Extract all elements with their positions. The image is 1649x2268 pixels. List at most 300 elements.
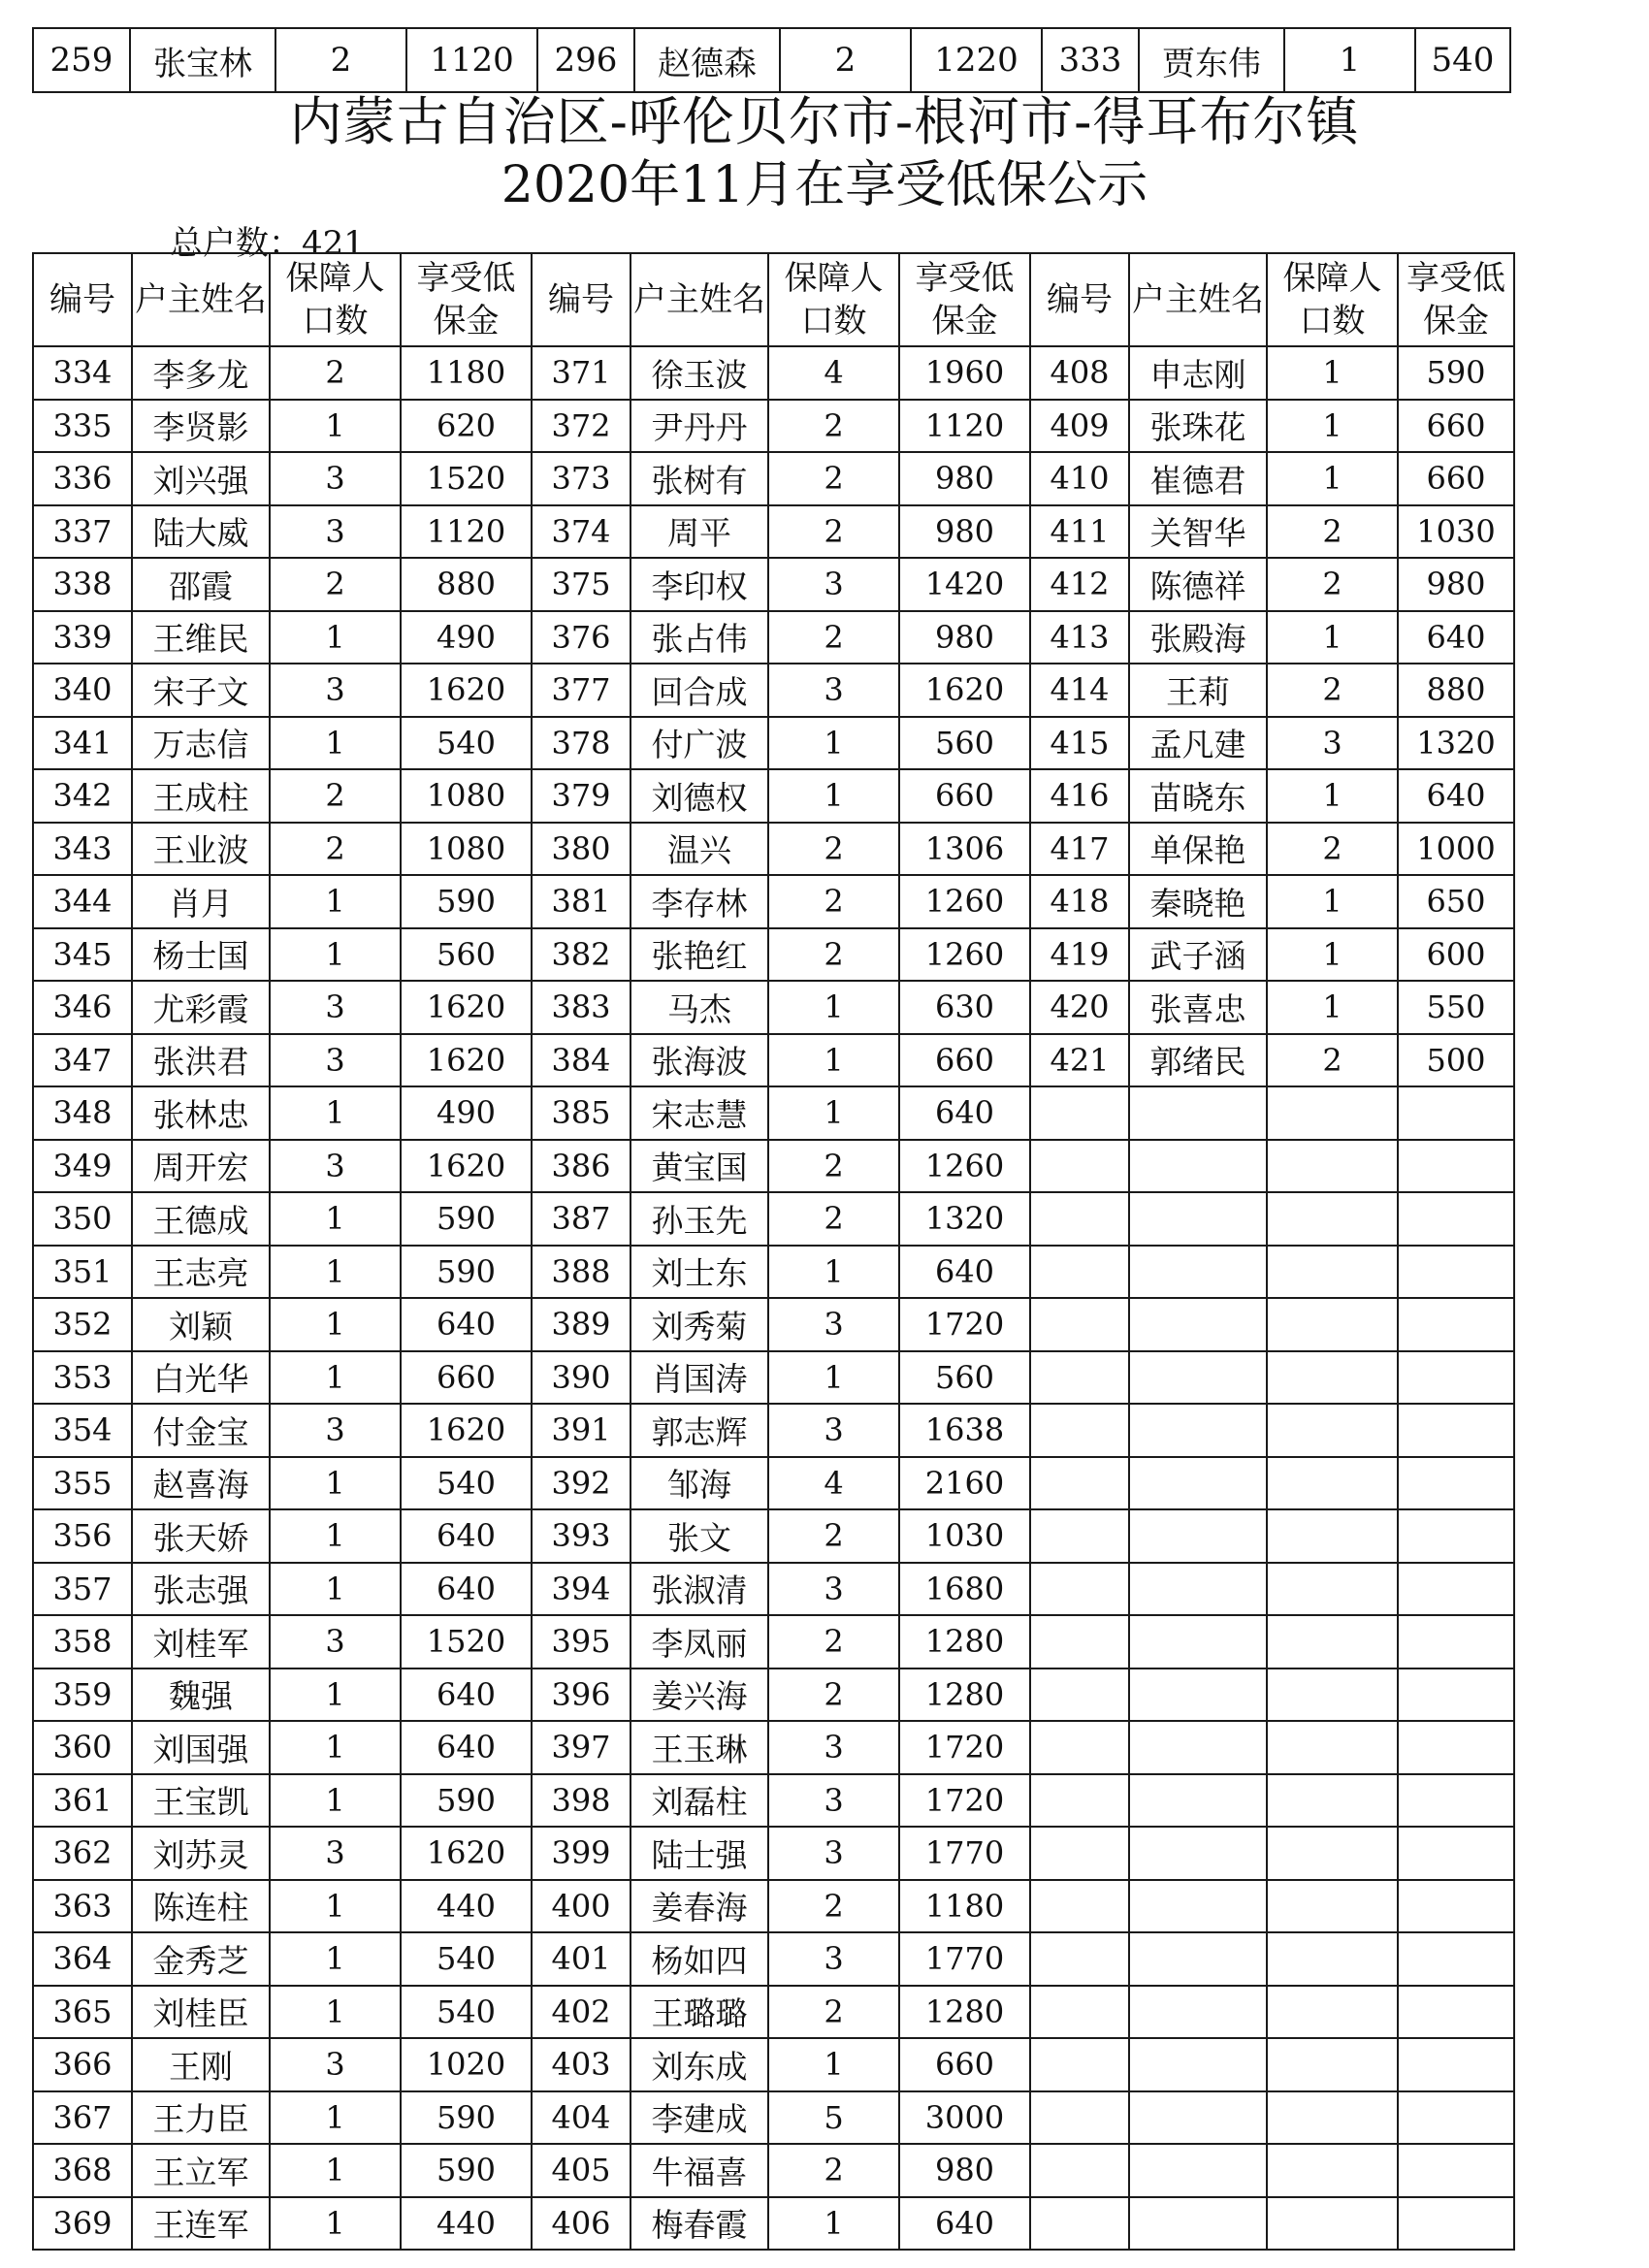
cell-id: 417 [1030, 823, 1129, 876]
cell-name: 李印权 [630, 558, 768, 611]
cell-count: 2 [768, 928, 899, 982]
table-row [33, 664, 1514, 717]
cell-amount [1398, 1404, 1514, 1457]
cell-count: 1 [1267, 452, 1398, 505]
cell-count: 1 [768, 981, 899, 1034]
cell-amount [1398, 2038, 1514, 2091]
cell-amount: 560 [401, 928, 532, 982]
cell-name: 张文 [630, 1509, 768, 1563]
cell-id: 420 [1030, 981, 1129, 1034]
cell-id: 371 [532, 346, 630, 400]
cell-count: 1 [768, 1034, 899, 1087]
cell-id: 393 [532, 1509, 630, 1563]
cell-id [1030, 1457, 1129, 1510]
cell-id: 376 [532, 611, 630, 664]
cell-name: 王玉琳 [630, 1721, 768, 1774]
cell-name: 王成柱 [132, 769, 270, 823]
cell-amount [1398, 1298, 1514, 1351]
cell-name: 郭志辉 [630, 1404, 768, 1457]
cell-name: 刘秀菊 [630, 1298, 768, 1351]
cell-id: 380 [532, 823, 630, 876]
cell-name: 刘兴强 [132, 452, 270, 505]
cell-amount [1398, 1192, 1514, 1246]
cell-name: 刘苏灵 [132, 1827, 270, 1880]
table-row [33, 505, 1514, 559]
cell-count: 1 [270, 2144, 401, 2197]
cell-count: 2 [768, 505, 899, 559]
cell-name: 李多龙 [132, 346, 270, 400]
cell-count: 1 [270, 1298, 401, 1351]
cell-id: 340 [33, 664, 132, 717]
cell-count [1267, 1351, 1398, 1405]
cell-id [1030, 1615, 1129, 1669]
cell-count: 1 [270, 1351, 401, 1405]
cell-count [1267, 1774, 1398, 1828]
prev-cell-count: 2 [275, 28, 406, 92]
cell-id: 394 [532, 1563, 630, 1616]
cell-id: 404 [532, 2091, 630, 2145]
cell-amount: 1620 [401, 664, 532, 717]
cell-count [1267, 1986, 1398, 2039]
cell-id: 375 [532, 558, 630, 611]
cell-id: 355 [33, 1457, 132, 1510]
table-row [33, 717, 1514, 770]
table-row [33, 1192, 1514, 1246]
table-row [33, 1563, 1514, 1616]
cell-count: 1 [1267, 611, 1398, 664]
cell-count: 1 [768, 1246, 899, 1299]
cell-count: 3 [270, 1404, 401, 1457]
cell-name: 张淑清 [630, 1563, 768, 1616]
cell-name: 王德成 [132, 1192, 270, 1246]
cell-amount: 1680 [899, 1563, 1030, 1616]
cell-count: 1 [270, 1509, 401, 1563]
cell-id [1030, 1246, 1129, 1299]
cell-count: 1 [768, 1086, 899, 1140]
cell-count: 3 [768, 1932, 899, 1986]
cell-amount: 660 [401, 1351, 532, 1405]
table-row [33, 2197, 1514, 2251]
cell-name: 陆大威 [132, 505, 270, 559]
cell-amount: 660 [1398, 400, 1514, 453]
cell-name: 张珠花 [1129, 400, 1267, 453]
cell-name: 刘德权 [630, 769, 768, 823]
cell-count [1267, 1192, 1398, 1246]
cell-count: 3 [270, 1827, 401, 1880]
cell-count: 3 [270, 505, 401, 559]
cell-amount: 660 [899, 1034, 1030, 1087]
cell-count [1267, 1404, 1398, 1457]
cell-name: 王志亮 [132, 1246, 270, 1299]
cell-name [1129, 1298, 1267, 1351]
cell-amount: 1020 [401, 2038, 532, 2091]
table-row [33, 1932, 1514, 1986]
cell-count: 2 [1267, 558, 1398, 611]
cell-count [1267, 1827, 1398, 1880]
cell-name: 宋志慧 [630, 1086, 768, 1140]
title-line-2: 2020年11月在享受低保公示 [501, 156, 1148, 214]
cell-name: 付金宝 [132, 1404, 270, 1457]
cell-amount: 1080 [401, 769, 532, 823]
prev-cell-name: 张宝林 [130, 28, 275, 92]
cell-id [1030, 1721, 1129, 1774]
cell-name: 马杰 [630, 981, 768, 1034]
cell-id: 395 [532, 1615, 630, 1669]
cell-amount [1398, 1563, 1514, 1616]
cell-count: 1 [270, 2197, 401, 2251]
cell-id: 360 [33, 1721, 132, 1774]
cell-id: 346 [33, 981, 132, 1034]
cell-name: 姜兴海 [630, 1669, 768, 1722]
cell-amount: 540 [401, 1457, 532, 1510]
cell-amount: 590 [401, 2091, 532, 2145]
cell-amount: 660 [1398, 452, 1514, 505]
subsidy-table [32, 252, 1515, 2251]
table-row [33, 2091, 1514, 2145]
cell-amount: 1320 [899, 1192, 1030, 1246]
cell-name: 杨如四 [630, 1932, 768, 1986]
cell-count: 3 [768, 1404, 899, 1457]
cell-id: 419 [1030, 928, 1129, 982]
cell-count [1267, 2144, 1398, 2197]
cell-name: 郭绪民 [1129, 1034, 1267, 1087]
cell-amount [1398, 2091, 1514, 2145]
cell-id: 387 [532, 1192, 630, 1246]
cell-count: 1 [1267, 875, 1398, 928]
cell-amount: 660 [899, 2038, 1030, 2091]
prev-cell-amount: 1220 [911, 28, 1042, 92]
cell-name: 孟凡建 [1129, 717, 1267, 770]
cell-amount: 640 [899, 1246, 1030, 1299]
cell-amount: 1260 [899, 928, 1030, 982]
cell-count: 2 [768, 823, 899, 876]
cell-count: 3 [1267, 717, 1398, 770]
cell-id: 356 [33, 1509, 132, 1563]
cell-name: 张海波 [630, 1034, 768, 1087]
prev-cell-name: 贾东伟 [1139, 28, 1284, 92]
cell-name: 张殿海 [1129, 611, 1267, 664]
cell-name: 王宝凯 [132, 1774, 270, 1828]
cell-amount: 1720 [899, 1721, 1030, 1774]
cell-count [1267, 1086, 1398, 1140]
cell-name: 张志强 [132, 1563, 270, 1616]
cell-count: 1 [1267, 928, 1398, 982]
cell-name [1129, 1351, 1267, 1405]
cell-id [1030, 1669, 1129, 1722]
cell-id [1030, 2091, 1129, 2145]
cell-id: 409 [1030, 400, 1129, 453]
cell-id: 353 [33, 1351, 132, 1405]
cell-name: 陈连柱 [132, 1880, 270, 1933]
cell-name [1129, 1457, 1267, 1510]
cell-count: 1 [270, 1669, 401, 1722]
table-row [33, 1086, 1514, 1140]
cell-id: 410 [1030, 452, 1129, 505]
cell-count: 3 [768, 664, 899, 717]
cell-id [1030, 1140, 1129, 1193]
table-row [33, 928, 1514, 982]
cell-id: 416 [1030, 769, 1129, 823]
header-count: 保障人口数 [270, 253, 401, 346]
cell-id: 345 [33, 928, 132, 982]
cell-amount [1398, 1351, 1514, 1405]
prev-cell-count: 2 [780, 28, 911, 92]
cell-count: 3 [768, 558, 899, 611]
table-row [33, 346, 1514, 400]
cell-id: 379 [532, 769, 630, 823]
cell-amount [1398, 1457, 1514, 1510]
cell-count: 1 [270, 717, 401, 770]
cell-count: 3 [768, 1774, 899, 1828]
cell-name: 徐玉波 [630, 346, 768, 400]
cell-name: 刘士东 [630, 1246, 768, 1299]
cell-count: 1 [270, 1986, 401, 2039]
cell-name: 张天娇 [132, 1509, 270, 1563]
cell-count: 3 [270, 1034, 401, 1087]
cell-amount: 540 [401, 717, 532, 770]
cell-amount: 640 [401, 1509, 532, 1563]
cell-amount [1398, 2197, 1514, 2251]
cell-name: 刘磊柱 [630, 1774, 768, 1828]
table-row [33, 769, 1514, 823]
cell-name: 邵霞 [132, 558, 270, 611]
cell-amount: 590 [401, 2144, 532, 2197]
cell-amount: 440 [401, 1880, 532, 1933]
cell-count [1267, 1563, 1398, 1616]
cell-name [1129, 1880, 1267, 1933]
cell-amount: 980 [899, 505, 1030, 559]
cell-id: 411 [1030, 505, 1129, 559]
cell-count: 1 [270, 875, 401, 928]
table-row [33, 1721, 1514, 1774]
cell-id: 361 [33, 1774, 132, 1828]
table-row [33, 1880, 1514, 1933]
cell-count [1267, 1457, 1398, 1510]
cell-count: 1 [270, 400, 401, 453]
cell-name: 尤彩霞 [132, 981, 270, 1034]
cell-name: 刘国强 [132, 1721, 270, 1774]
cell-id: 364 [33, 1932, 132, 1986]
cell-amount: 540 [401, 1932, 532, 1986]
table-row [33, 2038, 1514, 2091]
cell-count: 1 [1267, 400, 1398, 453]
header-amount: 享受低保金 [401, 253, 532, 346]
cell-id: 388 [532, 1246, 630, 1299]
cell-amount: 1280 [899, 1669, 1030, 1722]
cell-count: 1 [768, 2038, 899, 2091]
cell-amount: 2160 [899, 1457, 1030, 1510]
cell-name: 梅春霞 [630, 2197, 768, 2251]
cell-amount [1398, 1669, 1514, 1722]
cell-id: 335 [33, 400, 132, 453]
cell-amount [1398, 1774, 1514, 1828]
cell-id: 373 [532, 452, 630, 505]
cell-name: 刘东成 [630, 2038, 768, 2091]
cell-amount: 1280 [899, 1986, 1030, 2039]
cell-name: 白光华 [132, 1351, 270, 1405]
cell-count: 2 [768, 611, 899, 664]
cell-id: 378 [532, 717, 630, 770]
cell-id [1030, 1192, 1129, 1246]
table-row [33, 823, 1514, 876]
cell-id: 343 [33, 823, 132, 876]
cell-count: 4 [768, 346, 899, 400]
cell-id: 342 [33, 769, 132, 823]
cell-name: 付广波 [630, 717, 768, 770]
cell-name: 邹海 [630, 1457, 768, 1510]
cell-id [1030, 1509, 1129, 1563]
cell-id: 397 [532, 1721, 630, 1774]
cell-count: 2 [768, 1986, 899, 2039]
cell-amount: 1320 [1398, 717, 1514, 770]
cell-name: 王刚 [132, 2038, 270, 2091]
cell-amount [1398, 1986, 1514, 2039]
cell-count: 1 [768, 717, 899, 770]
cell-count: 2 [768, 1880, 899, 1933]
cell-id [1030, 1351, 1129, 1405]
cell-name: 周平 [630, 505, 768, 559]
title-line-1: 内蒙古自治区-呼伦贝尔市-根河市-得耳布尔镇 [289, 91, 1360, 152]
cell-id: 401 [532, 1932, 630, 1986]
cell-count: 1 [270, 1086, 401, 1140]
prev-cell-id: 296 [537, 28, 634, 92]
cell-name: 王力臣 [132, 2091, 270, 2145]
cell-id [1030, 1932, 1129, 1986]
cell-amount: 880 [1398, 664, 1514, 717]
cell-name [1129, 1140, 1267, 1193]
cell-count [1267, 1615, 1398, 1669]
cell-amount: 640 [401, 1563, 532, 1616]
cell-amount: 1080 [401, 823, 532, 876]
cell-amount: 650 [1398, 875, 1514, 928]
cell-count: 5 [768, 2091, 899, 2145]
cell-count: 2 [768, 452, 899, 505]
cell-id [1030, 2038, 1129, 2091]
cell-count: 3 [270, 1615, 401, 1669]
cell-count [1267, 1298, 1398, 1351]
cell-count: 1 [270, 1880, 401, 1933]
table-row [33, 400, 1514, 453]
cell-name: 温兴 [630, 823, 768, 876]
cell-name: 张林忠 [132, 1086, 270, 1140]
cell-id: 368 [33, 2144, 132, 2197]
cell-count: 3 [270, 2038, 401, 2091]
cell-amount [1398, 1615, 1514, 1669]
cell-amount: 560 [899, 717, 1030, 770]
cell-name [1129, 1509, 1267, 1563]
cell-count: 3 [270, 452, 401, 505]
table-row [33, 1986, 1514, 2039]
cell-id: 386 [532, 1140, 630, 1193]
cell-amount: 1120 [401, 505, 532, 559]
cell-id: 339 [33, 611, 132, 664]
cell-name: 申志刚 [1129, 346, 1267, 400]
cell-id: 396 [532, 1669, 630, 1722]
cell-id: 362 [33, 1827, 132, 1880]
cell-amount: 600 [1398, 928, 1514, 982]
cell-name: 尹丹丹 [630, 400, 768, 453]
cell-amount: 1620 [899, 664, 1030, 717]
cell-name: 刘桂军 [132, 1615, 270, 1669]
cell-amount: 980 [899, 2144, 1030, 2197]
cell-id: 392 [532, 1457, 630, 1510]
cell-id: 372 [532, 400, 630, 453]
cell-name: 牛福喜 [630, 2144, 768, 2197]
prev-cell-id: 333 [1042, 28, 1139, 92]
cell-amount: 640 [401, 1721, 532, 1774]
cell-id [1030, 1986, 1129, 2039]
header-amount: 享受低保金 [1398, 253, 1514, 346]
cell-amount [1398, 1140, 1514, 1193]
cell-id [1030, 1563, 1129, 1616]
table-row [33, 875, 1514, 928]
header-name: 户主姓名 [132, 253, 270, 346]
header-count: 保障人口数 [768, 253, 899, 346]
cell-name [1129, 1669, 1267, 1722]
prev-cell-amount: 1120 [406, 28, 537, 92]
cell-id [1030, 1086, 1129, 1140]
header-name: 户主姓名 [1129, 253, 1267, 346]
cell-count [1267, 1880, 1398, 1933]
cell-count: 2 [768, 1669, 899, 1722]
cell-id: 385 [532, 1086, 630, 1140]
cell-name: 王璐璐 [630, 1986, 768, 2039]
cell-count: 3 [768, 1827, 899, 1880]
cell-name: 万志信 [132, 717, 270, 770]
cell-amount: 1520 [401, 1615, 532, 1669]
cell-count: 1 [768, 769, 899, 823]
cell-amount [1398, 2144, 1514, 2197]
cell-id: 402 [532, 1986, 630, 2039]
cell-count: 2 [1267, 1034, 1398, 1087]
cell-id: 350 [33, 1192, 132, 1246]
cell-name: 崔德君 [1129, 452, 1267, 505]
table-row [33, 1298, 1514, 1351]
cell-amount: 1720 [899, 1298, 1030, 1351]
cell-id: 374 [532, 505, 630, 559]
cell-amount: 620 [401, 400, 532, 453]
cell-amount: 440 [401, 2197, 532, 2251]
cell-count [1267, 1721, 1398, 1774]
cell-count: 1 [270, 2091, 401, 2145]
cell-amount: 1180 [401, 346, 532, 400]
cell-name: 杨士国 [132, 928, 270, 982]
table-row [33, 1457, 1514, 1510]
cell-count [1267, 2091, 1398, 2145]
cell-name: 魏强 [132, 1669, 270, 1722]
cell-amount: 980 [899, 611, 1030, 664]
cell-amount: 1306 [899, 823, 1030, 876]
cell-id: 341 [33, 717, 132, 770]
table-row [33, 452, 1514, 505]
cell-count: 2 [1267, 823, 1398, 876]
cell-amount: 1770 [899, 1932, 1030, 1986]
cell-count [1267, 1509, 1398, 1563]
cell-amount: 590 [401, 875, 532, 928]
cell-amount [1398, 1721, 1514, 1774]
cell-count: 2 [270, 346, 401, 400]
cell-name: 回合成 [630, 664, 768, 717]
cell-name: 王业波 [132, 823, 270, 876]
total-households: 总户数：421 [170, 224, 365, 263]
cell-id [1030, 1404, 1129, 1457]
cell-amount [1398, 1086, 1514, 1140]
cell-name: 王莉 [1129, 664, 1267, 717]
cell-name: 肖月 [132, 875, 270, 928]
cell-id: 399 [532, 1827, 630, 1880]
table-row [33, 1774, 1514, 1828]
cell-id: 358 [33, 1615, 132, 1669]
